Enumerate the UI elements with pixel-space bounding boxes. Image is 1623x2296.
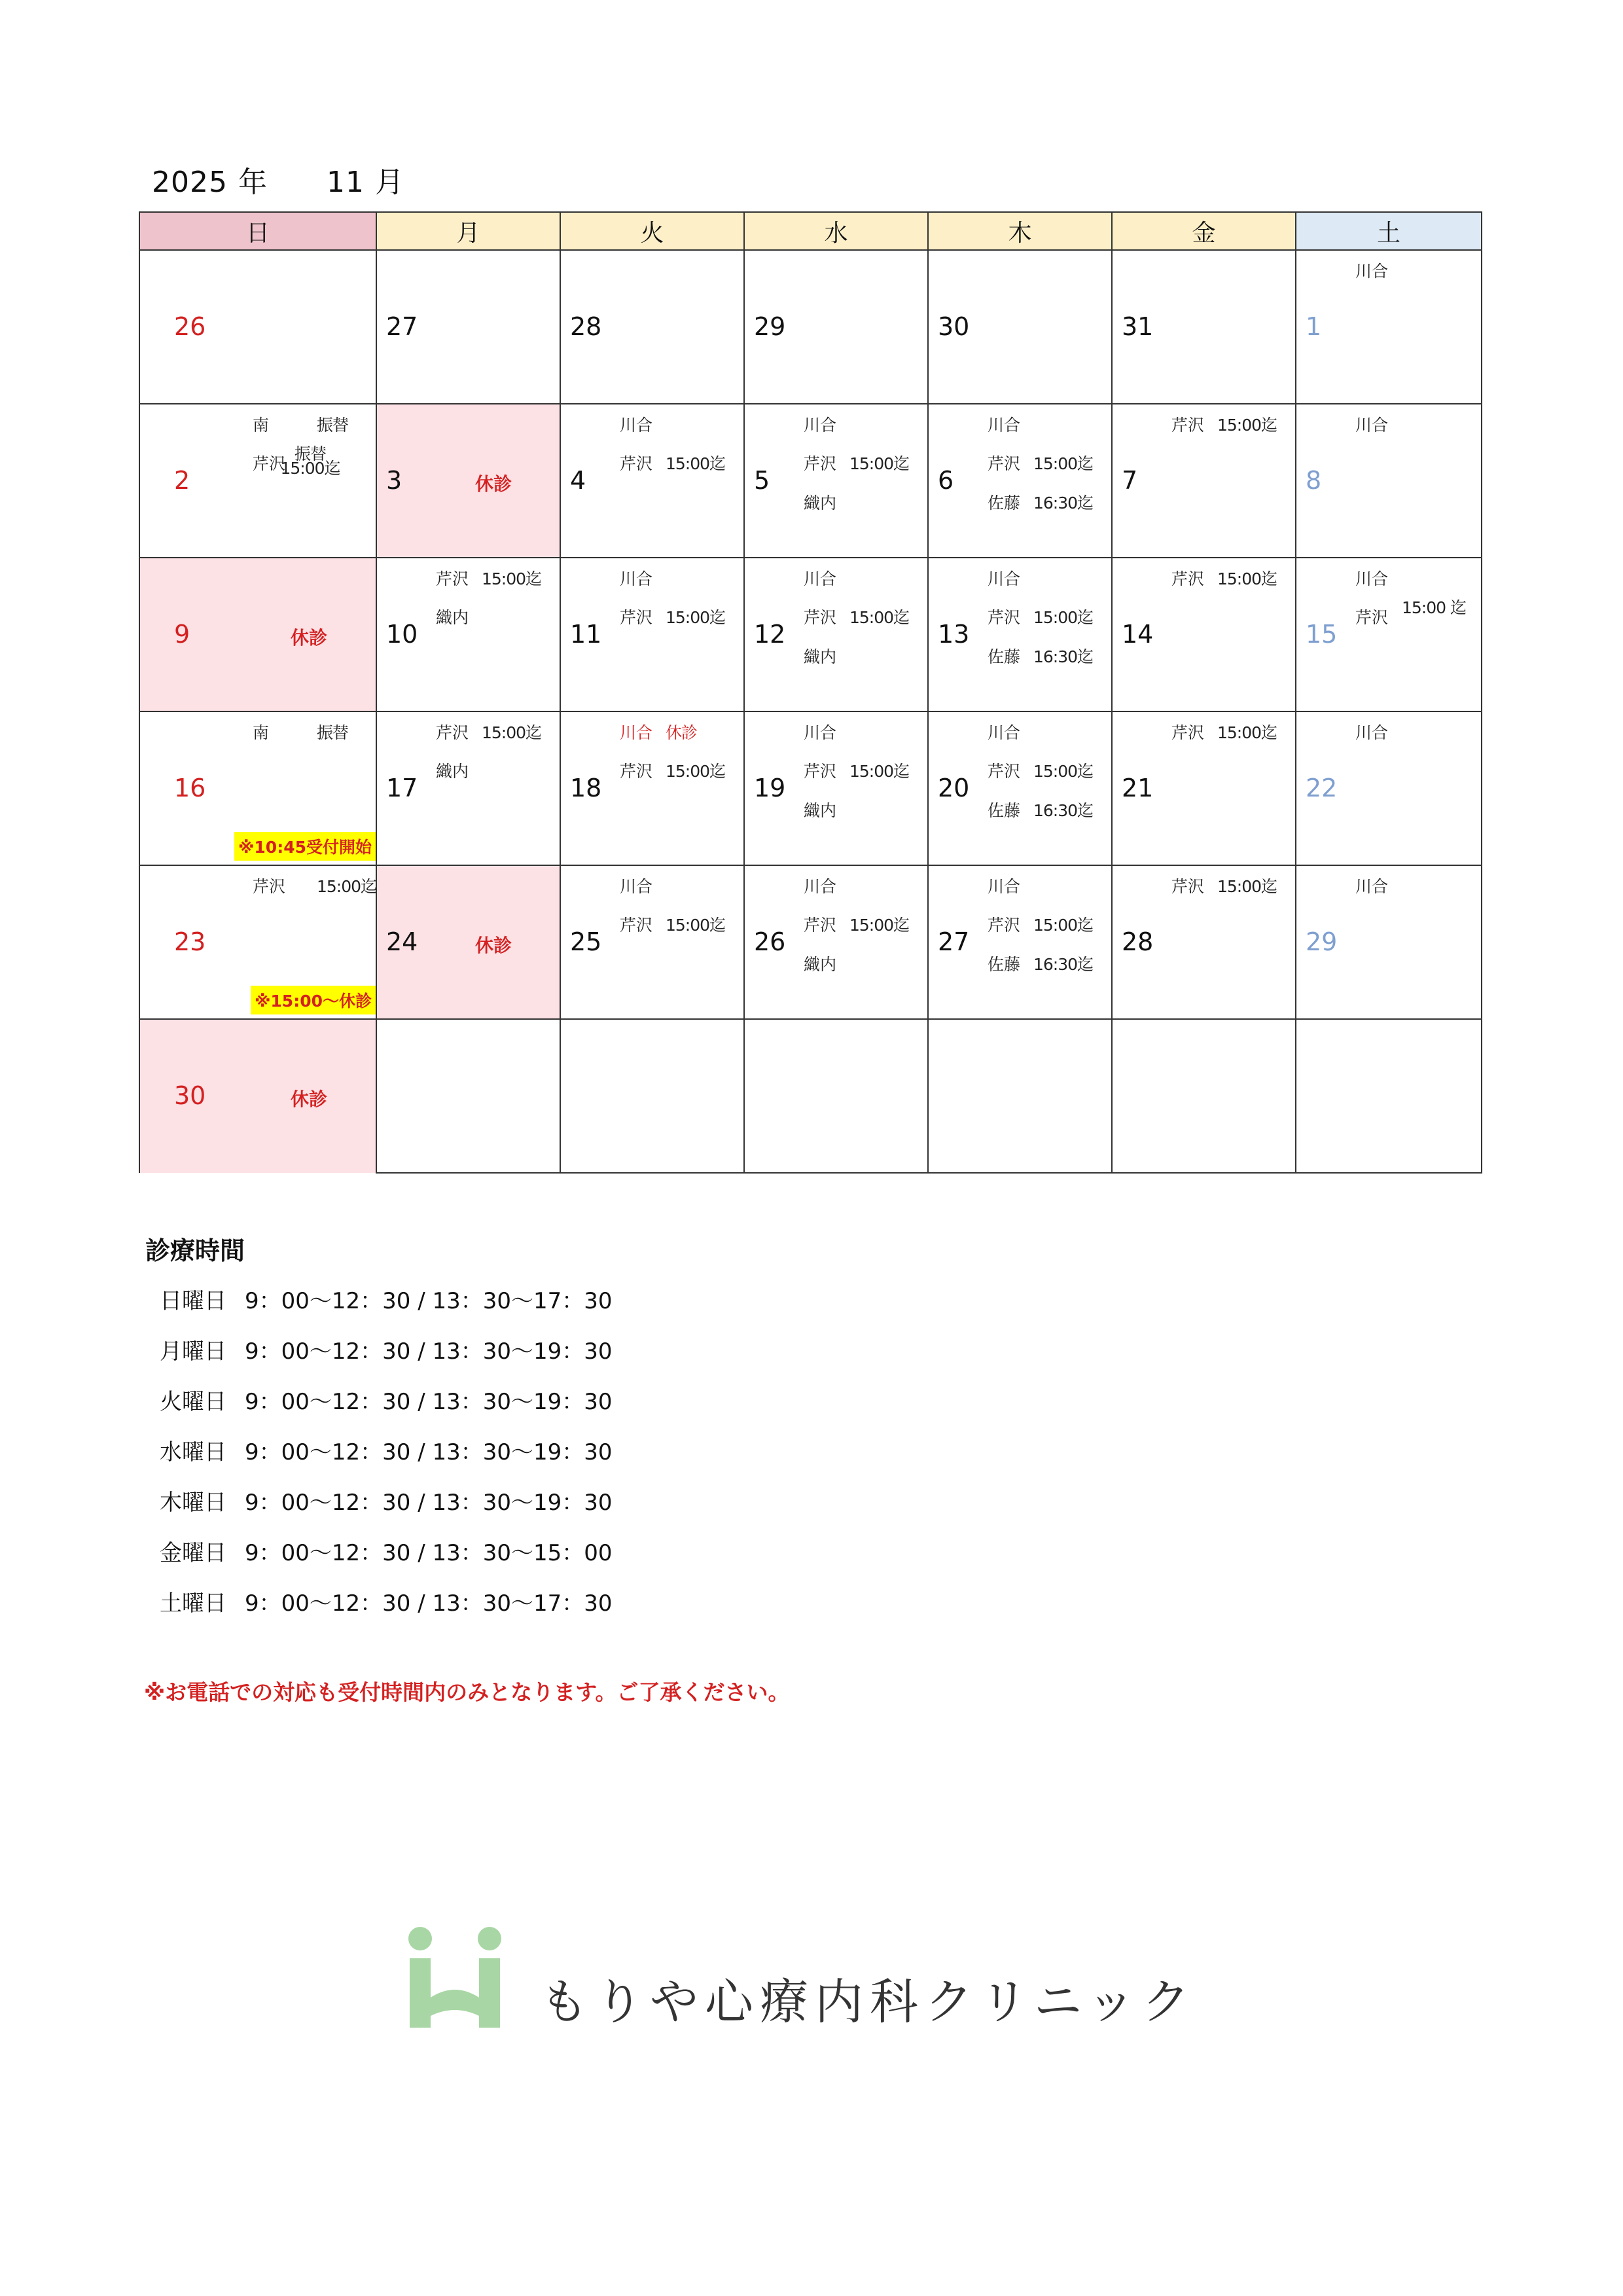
weekday-label: 木曜日 [160, 1490, 226, 1516]
day-number: 12 [754, 620, 786, 649]
doctor-name: 南 [253, 416, 270, 435]
day-number: 31 [1122, 312, 1154, 341]
day-number: 25 [570, 927, 602, 956]
doctor-name: 川合 [1355, 723, 1389, 742]
weekday-header: 金 [1112, 212, 1296, 250]
clinic-logo [406, 1924, 1197, 2042]
weekday-header: 火 [560, 212, 744, 250]
hours-row [160, 1535, 613, 1567]
doctor-name: 川合 [988, 416, 1021, 435]
hours-row [160, 1585, 613, 1617]
day-number: 13 [938, 620, 970, 649]
day-number: 30 [938, 312, 970, 341]
doctor-name: 芹沢 [620, 454, 653, 473]
calendar-day-cell [376, 558, 560, 711]
day-number: 20 [938, 774, 970, 802]
hours-range: 9：00～12：30 / 13：30～19：30 [245, 1389, 613, 1415]
day-number: 18 [570, 774, 602, 802]
doctor-name: 織内 [804, 801, 837, 820]
hours-note: 15:00迄 [482, 569, 542, 588]
hours-note: 15:00迄 [1033, 454, 1094, 473]
calendar-day-cell [376, 865, 560, 1019]
hours-row [160, 1484, 613, 1516]
doctor-name: 芹沢 [620, 608, 653, 627]
day-number: 9 [174, 620, 190, 649]
calendar-day-cell [560, 404, 744, 558]
doctor-name: 芹沢 [436, 723, 469, 742]
doctor-name: 川合 [804, 877, 837, 896]
calendar-week [139, 250, 1482, 404]
calendar-day-cell [1296, 865, 1482, 1019]
notice-badge: ※15:00～休診 [251, 986, 376, 1014]
day-number: 24 [386, 927, 418, 956]
doctor-name: 川合 [804, 416, 837, 435]
doctor-name: 川合 [804, 569, 837, 588]
weekday-label: 火曜日 [160, 1389, 226, 1415]
calendar-week [139, 865, 1482, 1019]
day-number: 7 [1122, 466, 1138, 495]
day-number: 27 [938, 927, 970, 956]
calendar-day-cell [1112, 250, 1296, 404]
calendar-day-cell [376, 250, 560, 404]
weekday-label: 月曜日 [160, 1338, 226, 1365]
doctor-name: 芹沢 [988, 454, 1021, 473]
calendar-day-cell [928, 865, 1112, 1019]
doctor-name: 織内 [804, 955, 837, 974]
hours-note: 振替 15:00迄 [280, 444, 340, 478]
weekday-header-row [139, 212, 1482, 250]
closed-label: 休診 [291, 627, 328, 649]
weekday-header: 日 [139, 212, 376, 250]
day-number: 22 [1306, 774, 1338, 802]
day-number: 3 [386, 466, 402, 495]
doctor-name: 芹沢 [988, 608, 1021, 627]
day-number: 29 [754, 312, 786, 341]
clinic-logo-icon [406, 1924, 504, 2032]
calendar-day-cell [1296, 404, 1482, 558]
calendar-day-cell [744, 250, 928, 404]
calendar-day-cell [1112, 865, 1296, 1019]
day-number: 17 [386, 774, 418, 802]
calendar-day-cell [560, 865, 744, 1019]
hours-row [160, 1384, 613, 1416]
doctor-name: 芹沢 [253, 454, 286, 473]
calendar-day-cell [560, 250, 744, 404]
hours-note: 15:00迄 [849, 916, 910, 935]
doctor-name: 佐藤 [988, 801, 1021, 820]
doctor-name: 芹沢 [1171, 416, 1205, 435]
doctor-name: 芹沢 [620, 916, 653, 935]
calendar-day-cell [928, 558, 1112, 711]
hours-note: 16:30迄 [1033, 801, 1094, 820]
hours-note: 15:00 迄 [1402, 598, 1466, 617]
calendar-day-cell [1296, 711, 1482, 865]
weekday-header: 月 [376, 212, 560, 250]
day-number: 26 [754, 927, 786, 956]
doctor-name: 川合 [1355, 416, 1389, 435]
hours-note: 16:30迄 [1033, 647, 1094, 666]
calendar-day-cell [928, 1019, 1112, 1173]
day-number: 10 [386, 620, 418, 649]
calendar-week [139, 404, 1482, 558]
day-number: 30 [174, 1081, 206, 1110]
day-number: 21 [1122, 774, 1154, 802]
calendar-day-cell [139, 1019, 376, 1173]
calendar-day-cell [1112, 711, 1296, 865]
doctor-name: 川合 [620, 569, 653, 588]
day-number: 11 [570, 620, 602, 649]
doctor-name: 川合 [1355, 877, 1389, 896]
doctor-name: 芹沢 [253, 877, 286, 896]
hours-row [160, 1283, 613, 1315]
year-unit: 年 [238, 166, 268, 199]
weekday-label: 日曜日 [160, 1288, 226, 1314]
calendar-day-cell [744, 865, 928, 1019]
calendar-day-cell [744, 711, 928, 865]
hours-note: 15:00迄 [317, 877, 377, 896]
day-number: 1 [1306, 312, 1322, 341]
day-number: 26 [174, 312, 206, 341]
hours-range: 9：00～12：30 / 13：30～19：30 [245, 1490, 613, 1516]
doctor-name: 芹沢 [620, 762, 653, 781]
hours-title: 診療時間 [145, 1236, 245, 1265]
calendar-day-cell [376, 1019, 560, 1173]
weekday-header: 木 [928, 212, 1112, 250]
hours-row [160, 1434, 613, 1466]
day-number: 19 [754, 774, 786, 802]
hours-note: 15:00迄 [1217, 723, 1277, 742]
hours-note: 休診 [666, 723, 698, 742]
calendar-day-cell [928, 404, 1112, 558]
day-number: 6 [938, 466, 954, 495]
hours-note: 15:00迄 [666, 762, 726, 781]
calendar-day-cell [376, 711, 560, 865]
hours-note: 15:00迄 [1033, 916, 1094, 935]
hours-note: 15:00迄 [1217, 569, 1277, 588]
hours-row [160, 1333, 613, 1365]
day-number: 15 [1306, 620, 1338, 649]
doctor-name: 芹沢 [988, 916, 1021, 935]
doctor-name: 川合 [988, 723, 1021, 742]
hours-note: 15:00迄 [666, 608, 726, 627]
doctor-name: 織内 [804, 647, 837, 666]
doctor-name: 織内 [804, 493, 837, 512]
day-number: 8 [1306, 466, 1322, 495]
weekday-label: 土曜日 [160, 1590, 226, 1617]
phone-notice: ※お電話での対応も受付時間内のみとなります。ご了承ください。 [144, 1679, 790, 1705]
hours-note: 15:00迄 [849, 608, 910, 627]
calendar-day-cell [560, 711, 744, 865]
closed-label: 休診 [475, 935, 512, 956]
weekday-label: 金曜日 [160, 1540, 226, 1566]
hours-note: 15:00迄 [666, 454, 726, 473]
doctor-name: 川合 [620, 723, 653, 742]
doctor-name: 川合 [988, 877, 1021, 896]
day-number: 2 [174, 466, 190, 495]
month-calendar [139, 211, 1482, 1174]
calendar-title [152, 158, 404, 200]
year: 2025 [152, 166, 228, 199]
closed-label: 休診 [475, 473, 512, 495]
doctor-name: 織内 [436, 762, 469, 781]
doctor-name: 織内 [436, 608, 469, 627]
hours-note: 15:00迄 [1217, 416, 1277, 435]
hours-note: 振替 [317, 723, 349, 742]
calendar-day-cell [139, 865, 376, 1019]
doctor-name: 川合 [1355, 262, 1389, 281]
calendar-day-cell [139, 558, 376, 711]
doctor-name: 芹沢 [1171, 723, 1205, 742]
doctor-name: 芹沢 [1171, 877, 1205, 896]
calendar-day-cell [376, 404, 560, 558]
hours-note: 15:00迄 [849, 762, 910, 781]
doctor-name: 川合 [1355, 569, 1389, 588]
hours-range: 9：00～12：30 / 13：30～19：30 [245, 1439, 613, 1465]
hours-note: 15:00迄 [1217, 877, 1277, 896]
doctor-name: 川合 [620, 877, 653, 896]
hours-note: 16:30迄 [1033, 955, 1094, 974]
closed-label: 休診 [291, 1088, 328, 1110]
day-number: 16 [174, 774, 206, 802]
hours-note: 16:30迄 [1033, 493, 1094, 512]
hours-note: 15:00迄 [1033, 762, 1094, 781]
doctor-name: 川合 [804, 723, 837, 742]
doctor-name: 芹沢 [1171, 569, 1205, 588]
doctor-name: 芹沢 [804, 608, 837, 627]
hours-note: 15:00迄 [666, 916, 726, 935]
calendar-day-cell [744, 404, 928, 558]
day-number: 5 [754, 466, 770, 495]
month: 11 [326, 166, 365, 199]
doctor-name: 佐藤 [988, 955, 1021, 974]
doctor-name: 佐藤 [988, 647, 1021, 666]
doctor-name: 芹沢 [1355, 608, 1389, 627]
doctor-name: 芹沢 [988, 762, 1021, 781]
calendar-day-cell [1296, 1019, 1482, 1173]
doctor-name: 芹沢 [804, 454, 837, 473]
day-number: 29 [1306, 927, 1338, 956]
calendar-day-cell [928, 250, 1112, 404]
day-number: 28 [1122, 927, 1154, 956]
calendar-day-cell [1296, 250, 1482, 404]
calendar-day-cell [1296, 558, 1482, 711]
calendar-day-cell [1112, 1019, 1296, 1173]
calendar-day-cell [744, 558, 928, 711]
day-number: 14 [1122, 620, 1154, 649]
hours-note: 15:00迄 [1033, 608, 1094, 627]
doctor-name: 南 [253, 723, 270, 742]
doctor-name: 佐藤 [988, 493, 1021, 512]
hours-note: 振替 [317, 416, 349, 435]
hours-range: 9：00～12：30 / 13：30～17：30 [245, 1590, 613, 1617]
calendar-day-cell [1112, 558, 1296, 711]
calendar-day-cell [560, 558, 744, 711]
clinic-name: もりや心療内科クリニック [540, 1974, 1197, 2030]
calendar-day-cell [139, 404, 376, 558]
day-number: 4 [570, 466, 586, 495]
hours-note: 15:00迄 [849, 454, 910, 473]
hours-range: 9：00～12：30 / 13：30～15：00 [245, 1540, 613, 1566]
doctor-name: 芹沢 [804, 916, 837, 935]
day-number: 23 [174, 927, 206, 956]
weekday-label: 水曜日 [160, 1439, 226, 1465]
calendar-day-cell [139, 711, 376, 865]
notice-badge: ※10:45受付開始 [234, 832, 376, 861]
calendar-week [139, 558, 1482, 711]
hours-range: 9：00～12：30 / 13：30～19：30 [245, 1338, 613, 1365]
weekday-header: 水 [744, 212, 928, 250]
doctor-name: 川合 [620, 416, 653, 435]
calendar-week [139, 1019, 1482, 1173]
calendar-day-cell [928, 711, 1112, 865]
doctor-name: 芹沢 [804, 762, 837, 781]
weekday-header: 土 [1296, 212, 1482, 250]
month-unit: 月 [374, 166, 404, 199]
calendar-day-cell [1112, 404, 1296, 558]
calendar-day-cell [560, 1019, 744, 1173]
day-number: 28 [570, 312, 602, 341]
doctor-name: 川合 [988, 569, 1021, 588]
calendar-week [139, 711, 1482, 865]
day-number: 27 [386, 312, 418, 341]
hours-note: 15:00迄 [482, 723, 542, 742]
calendar-day-cell [744, 1019, 928, 1173]
doctor-name: 芹沢 [436, 569, 469, 588]
hours-range: 9：00～12：30 / 13：30～17：30 [245, 1288, 613, 1314]
calendar-day-cell [139, 250, 376, 404]
